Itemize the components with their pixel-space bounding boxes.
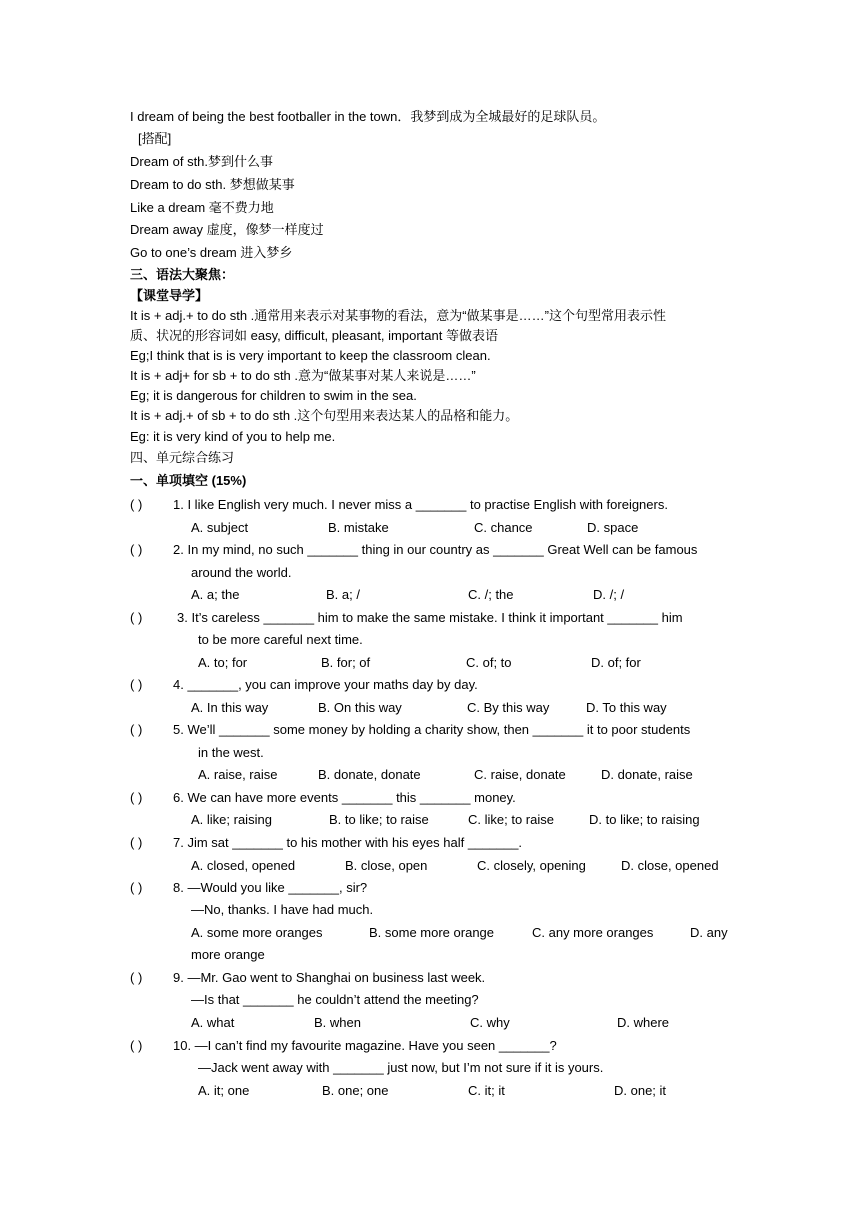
grammar-line: 质、状况的形容词如 easy, difficult, pleasant, important 等做表语	[130, 328, 498, 343]
option-d: D. To this way	[586, 700, 667, 715]
option-d: D. where	[617, 1015, 670, 1030]
answer-bracket: ( )	[130, 497, 143, 512]
option-c: C. closely, opening	[477, 858, 586, 873]
option-b: B. when	[314, 1015, 361, 1030]
question-stem-cont: —No, thanks. I have had much.	[191, 902, 374, 917]
grammar-line: Eg;I think that is is very important to keep the classroom clean.	[130, 348, 491, 363]
collocation-line: Go to one’s dream 进入梦乡	[130, 245, 293, 260]
option-a: A. subject	[191, 520, 249, 535]
option-b: B. some more orange	[369, 925, 495, 940]
collocation-line: Dream away 虚度，像梦一样度过	[130, 222, 324, 237]
option-b: B. donate, donate	[318, 767, 421, 782]
answer-bracket: ( )	[130, 1038, 143, 1053]
option-d: D. to like; to raising	[589, 812, 700, 827]
question-stem-cont: —Is that _______ he couldn’t attend the meeting?	[191, 992, 479, 1007]
question-stem-cont: —Jack went away with _______ just now, but I’m not sure if it is yours.	[198, 1060, 604, 1075]
option-a: A. to; for	[198, 655, 248, 670]
exercise-heading: 四、单元综合练习	[130, 450, 235, 465]
grammar-heading: 三、语法大聚焦：	[130, 267, 235, 282]
option-c: C. chance	[474, 520, 533, 535]
collocation-line: Like a dream 毫不费力地	[130, 200, 274, 215]
question-stem: 10. —I can’t find my favourite magazine. Have you seen _______?	[173, 1038, 557, 1053]
collocation-heading: [搭配]	[138, 131, 172, 146]
answer-bracket: ( )	[130, 610, 143, 625]
question-stem: 1. I like English very much. I never miss a _______ to practise English with foreigners.	[173, 497, 668, 512]
question-stem: 6. We can have more events _______ this _______ money.	[173, 790, 516, 805]
option-b: B. one; one	[322, 1083, 389, 1098]
option-c: C. By this way	[467, 700, 550, 715]
option-c: C. of; to	[466, 655, 512, 670]
option-a: A. some more oranges	[191, 925, 323, 940]
grammar-line: It is + adj.+ of sb + to do sth .这个句型用来表达某人的品格和能力。	[130, 408, 519, 423]
option-d: D. of; for	[591, 655, 641, 670]
option-a: A. like; raising	[191, 812, 272, 827]
option-b: B. to like; to raise	[329, 812, 429, 827]
option-a: A. closed, opened	[191, 858, 296, 873]
question-stem-cont: to be more careful next time.	[198, 632, 363, 647]
question-stem: 8. —Would you like _______, sir?	[173, 880, 368, 895]
option-d: D. close, opened	[621, 858, 719, 873]
grammar-line: Eg; it is dangerous for children to swim in the sea.	[130, 388, 417, 403]
option-c: C. like; to raise	[468, 812, 554, 827]
option-a: A. it; one	[198, 1083, 250, 1098]
answer-bracket: ( )	[130, 677, 143, 692]
question-stem: 4. _______, you can improve your maths day by day.	[173, 677, 478, 692]
answer-bracket: ( )	[130, 835, 143, 850]
option-b: B. a; /	[326, 587, 360, 602]
option-d: D. /; /	[593, 587, 625, 602]
option-b: B. mistake	[328, 520, 389, 535]
option-a: A. raise, raise	[198, 767, 278, 782]
question-stem-cont: around the world.	[191, 565, 292, 580]
question-stem: 7. Jim sat _______ to his mother with his eyes half _______.	[173, 835, 523, 850]
collocation-line: Dream of sth.梦到什么事	[130, 154, 274, 169]
answer-bracket: ( )	[130, 542, 143, 557]
answer-bracket: ( )	[130, 722, 143, 737]
option-b: B. close, open	[345, 858, 428, 873]
option-d: D. any	[690, 925, 728, 940]
question-stem: 5. We’ll _______ some money by holding a charity show, then _______ it to poor students	[173, 722, 691, 737]
option-d: D. one; it	[614, 1083, 667, 1098]
option-d: D. donate, raise	[601, 767, 693, 782]
grammar-line: It is + adj.+ to do sth .通常用来表示对某事物的看法，意为“做某事是……”这个句型常用表示性	[130, 308, 666, 323]
option-d: D. space	[587, 520, 639, 535]
option-c: C. it; it	[468, 1083, 505, 1098]
option-c: C. raise, donate	[474, 767, 566, 782]
collocation-line: Dream to do sth. 梦想做某事	[130, 177, 295, 192]
option-c: C. why	[470, 1015, 510, 1030]
option-a: A. what	[191, 1015, 235, 1030]
grammar-line: It is + adj+ for sb + to do sth .意为“做某事对某人来说是……”	[130, 368, 476, 383]
question-stem: 2. In my mind, no such _______ thing in our country as _______ Great Well can be famous	[173, 542, 698, 557]
option-c: C. any more oranges	[532, 925, 654, 940]
question-stem: 9. —Mr. Gao went to Shanghai on business last week.	[173, 970, 486, 985]
grammar-subheading: 【课堂导学】	[130, 288, 209, 303]
example-sentence: I dream of being the best footballer in the town．我梦到成为全城最好的足球队员。	[130, 109, 606, 124]
option-a: A. In this way	[191, 700, 269, 715]
question-stem: 3. It’s careless _______ him to make the same mistake. I think it important _______ him	[177, 610, 683, 625]
option-d-cont: more orange	[191, 947, 265, 962]
answer-bracket: ( )	[130, 880, 143, 895]
option-b: B. On this way	[318, 700, 402, 715]
option-b: B. for; of	[321, 655, 371, 670]
question-stem-cont: in the west.	[198, 745, 264, 760]
answer-bracket: ( )	[130, 970, 143, 985]
answer-bracket: ( )	[130, 790, 143, 805]
section-heading: 一、单项填空 (15%)	[130, 473, 247, 488]
option-c: C. /; the	[468, 587, 514, 602]
grammar-line: Eg: it is very kind of you to help me.	[130, 429, 336, 444]
option-a: A. a; the	[191, 587, 240, 602]
